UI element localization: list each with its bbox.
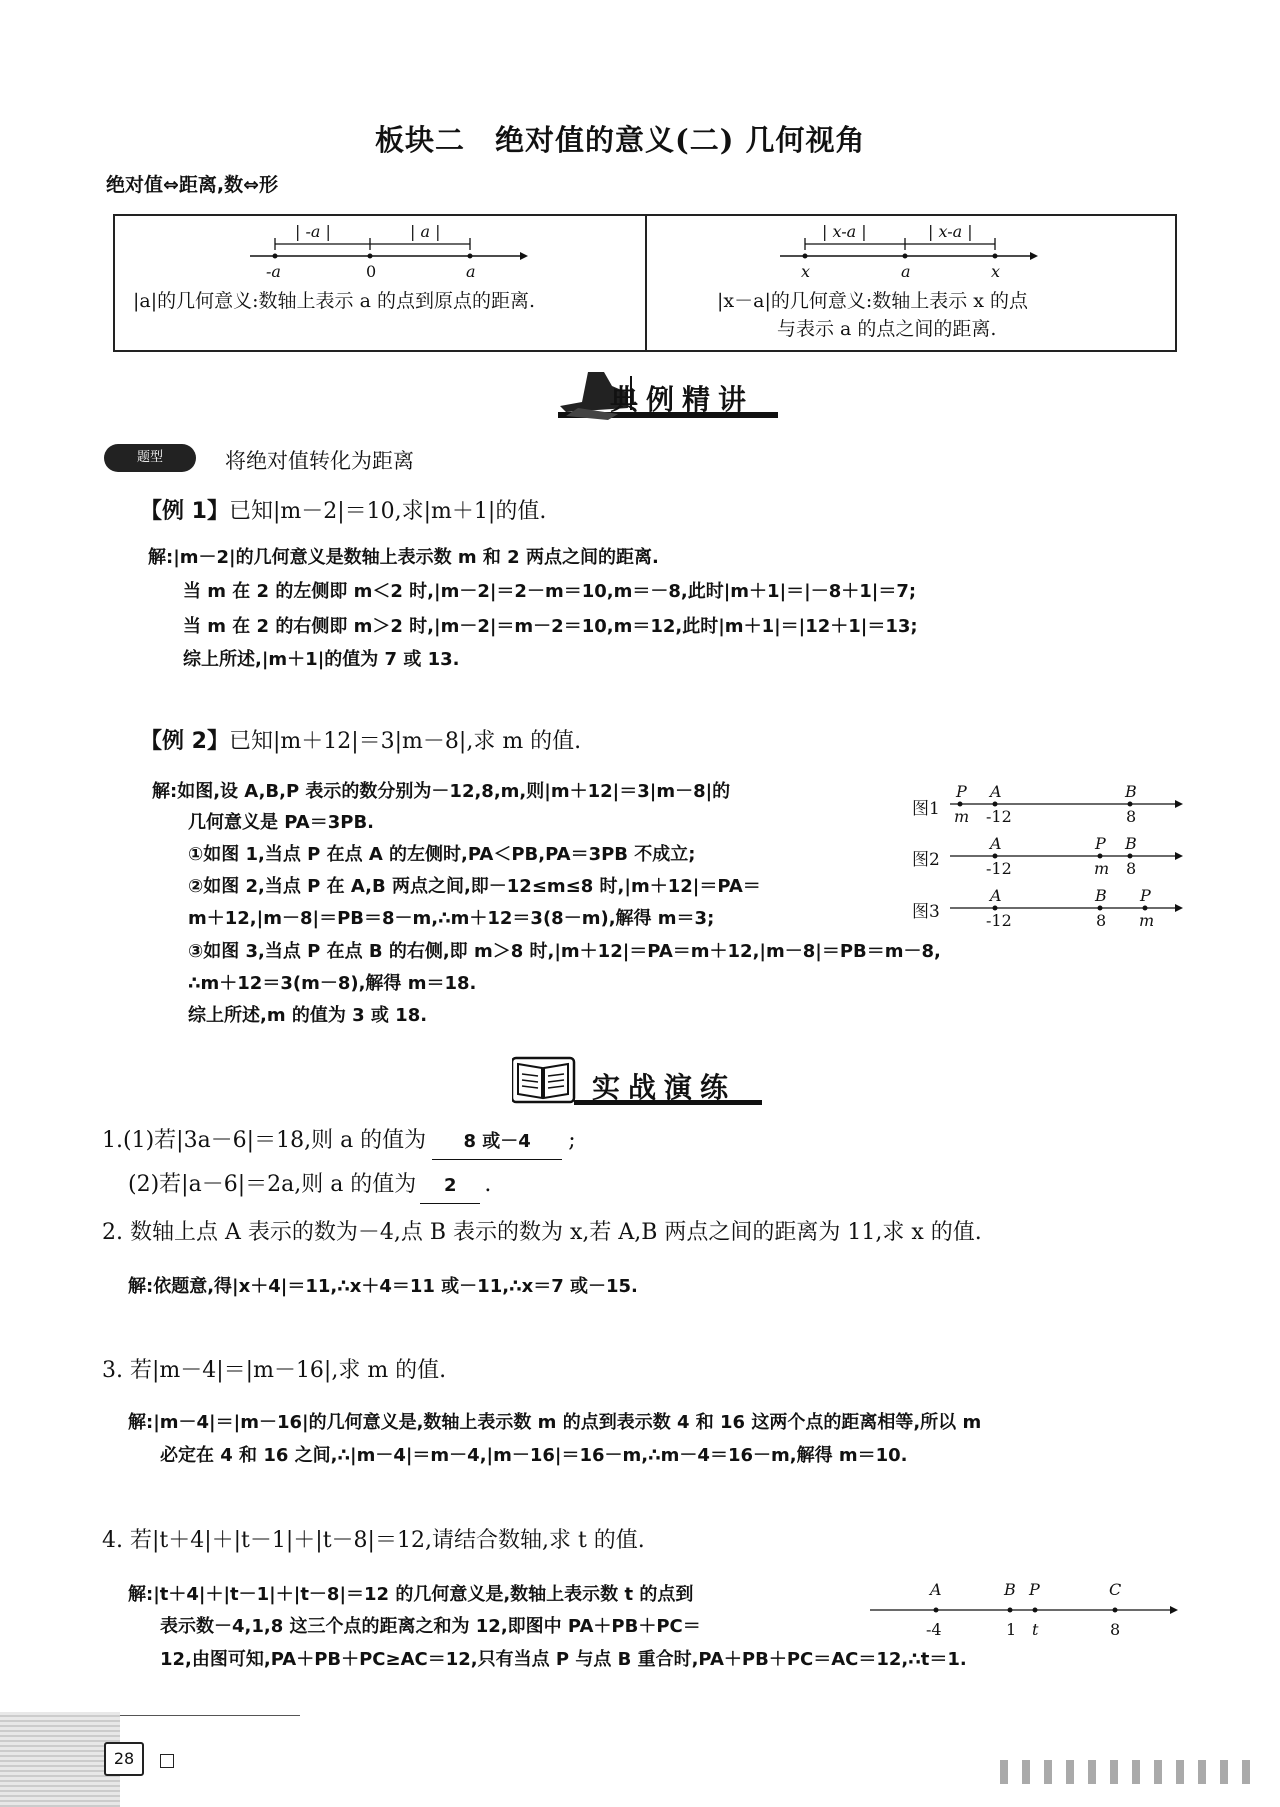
topic-tag: 题型 (104, 444, 196, 472)
problem4-pt-A: A (930, 1580, 942, 1599)
problem1-part2-suffix: . (484, 1172, 492, 1197)
page-number: 28 (113, 1749, 135, 1768)
intro-tick-x2: x (991, 262, 1001, 281)
section-banner-1-text: 典例精讲 (610, 383, 755, 416)
fig1-pt1: P (956, 782, 967, 801)
intro-divider (645, 216, 647, 350)
example2-solution-line8: 综上所述,m 的值为 3 或 18. (188, 1005, 428, 1026)
problem4-val-B: 1 (1006, 1620, 1017, 1639)
problem1-line1 (102, 1124, 576, 1160)
topic-title: 将绝对值转化为距离 (225, 449, 414, 473)
example2-solution-line7: ∴m＋12＝3(m－8),解得 m＝18. (188, 973, 477, 994)
intro-left-caption: |a|的几何意义:数轴上表示 a 的点到原点的距离. (133, 290, 535, 312)
fig2-name: 图2 (912, 850, 940, 870)
problem4-val-A: -4 (926, 1620, 942, 1639)
fig3-pt2: B (1095, 886, 1107, 905)
footer-decoration (0, 1712, 120, 1807)
example1-solution-line4: 综上所述,|m＋1|的值为 7 或 13. (183, 649, 460, 670)
footer-square-icon (160, 1754, 174, 1768)
example2-solution-line5: m＋12,|m－8|＝PB＝8－m,∴m＋12＝3(8－m),解得 m＝3; (188, 908, 715, 929)
problem4-pt-B: B (1004, 1580, 1016, 1599)
intro-label-x-minus-a-right: | x-a | (928, 222, 973, 241)
problem4-solution-line1: 解:|t＋4|＋|t－1|＋|t－8|＝12 的几何意义是,数轴上表示数 t 的点到 (128, 1584, 694, 1605)
problem4-val-P: t (1032, 1620, 1039, 1639)
intro-tick-zero: 0 (366, 262, 377, 281)
problem1-line2 (128, 1168, 491, 1204)
example2-solution-line1: 解:如图,设 A,B,P 表示的数分别为－12,8,m,则|m＋12|＝3|m－8|的 (152, 781, 731, 802)
intro-label-x-minus-a-left: | x-a | (822, 222, 867, 241)
problem2-question: 2. 数轴上点 A 表示的数为－4,点 B 表示的数为 x,若 A,B 两点之间的距离为 11,求 x 的值. (102, 1220, 982, 1245)
problem4-numberline (870, 1594, 1180, 1624)
footer-rule (120, 1715, 300, 1716)
fig2-v2: m (1094, 859, 1110, 878)
intro-tick-pos-a: a (466, 262, 476, 281)
fig3-pt3: P (1140, 886, 1151, 905)
problem4-solution-line2: 表示数－4,1,8 这三个点的距离之和为 12,即图中 PA＋PB＋PC＝ (160, 1616, 701, 1637)
fig1-v3: 8 (1126, 807, 1137, 826)
problem1-answer2-blank: 2 (420, 1169, 480, 1204)
example2-figures (910, 780, 1185, 930)
problem1-part1-suffix: ; (568, 1128, 576, 1153)
fig2-v3: 8 (1126, 859, 1137, 878)
example1-label: 【例 1】 (140, 499, 229, 524)
problem4-question: 4. 若|t＋4|＋|t－1|＋|t－8|＝12,请结合数轴,求 t 的值. (102, 1528, 645, 1553)
footer-barcode-decoration (1000, 1760, 1260, 1784)
problem4-pt-P: P (1029, 1580, 1040, 1599)
fig1-pt2: A (990, 782, 1002, 801)
problem1-part2-text: (2)若|a－6|＝2a,则 a 的值为 (128, 1172, 417, 1197)
fig1-v1: m (954, 807, 970, 826)
fig1-name: 图1 (912, 799, 940, 819)
intro-left-numberline (240, 222, 530, 284)
example1-solution-line3: 当 m 在 2 的右侧即 m＞2 时,|m－2|＝m－2＝10,m＝12,此时|m＋1|＝|12＋1|＝13; (183, 616, 918, 637)
section-banner-2-text: 实战演练 (592, 1071, 737, 1104)
problem1-part1-text: 1.(1)若|3a－6|＝18,则 a 的值为 (102, 1128, 427, 1153)
fig1-v2: -12 (986, 807, 1012, 826)
problem3-question: 3. 若|m－4|＝|m－16|,求 m 的值. (102, 1358, 447, 1383)
example2-solution-line6: ③如图 3,当点 P 在点 B 的右侧,即 m＞8 时,|m＋12|＝PA＝m＋12,|m－8|＝PB＝m－8, (188, 941, 941, 962)
fig2-pt1: A (990, 834, 1002, 853)
intro-tick-a: a (901, 262, 911, 281)
fig2-pt2: P (1095, 834, 1106, 853)
fig3-v3: m (1139, 911, 1155, 930)
example2-question-text: 已知|m＋12|＝3|m－8|,求 m 的值. (228, 729, 582, 754)
intro-right-caption-1: |x－a|的几何意义:数轴上表示 x 的点 (717, 290, 1029, 312)
problem3-solution-line2: 必定在 4 和 16 之间,∴|m－4|＝m－4,|m－16|＝16－m,∴m－4＝16－m,解得 m＝10. (160, 1445, 908, 1466)
problem3-solution-line1: 解:|m－4|＝|m－16|的几何意义是,数轴上表示数 m 的点到表示数 4 和 16 这两个点的距离相等,所以 m (128, 1412, 982, 1433)
fig3-v1: -12 (986, 911, 1012, 930)
example2-solution-line3: ①如图 1,当点 P 在点 A 的左侧时,PA＜PB,PA＝3PB 不成立; (188, 844, 696, 865)
fig1-pt3: B (1125, 782, 1137, 801)
fig2-v1: -12 (986, 859, 1012, 878)
example2-label: 【例 2】 (140, 729, 229, 754)
example1-solution-line2: 当 m 在 2 的左侧即 m＜2 时,|m－2|＝2－m＝10,m＝－8,此时|m＋1|＝|－8＋1|＝7; (183, 581, 917, 602)
intro-label-pos-a: | a | (410, 222, 441, 241)
problem4-solution-line3: 12,由图可知,PA＋PB＋PC≥AC＝12,只有当点 P 与点 B 重合时,PA＋PB＋PC＝AC＝12,∴t＝1. (160, 1649, 967, 1670)
fig3-name: 图3 (912, 902, 940, 922)
example2-solution-line2: 几何意义是 PA＝3PB. (188, 812, 375, 833)
example1-question-text: 已知|m－2|＝10,求|m＋1|的值. (228, 499, 547, 524)
example1-question (140, 494, 546, 525)
page-number-box (104, 1742, 144, 1776)
example2-solution-line4: ②如图 2,当点 P 在 A,B 两点之间,即－12≤m≤8 时,|m＋12|＝PA＝ (188, 876, 761, 897)
fig2-pt3: B (1125, 834, 1137, 853)
problem4-pt-C: C (1109, 1580, 1122, 1599)
page-title: 板块二 绝对值的意义(二) 几何视角 (375, 123, 866, 157)
section-subtitle: 绝对值⇔距离,数⇔形 (106, 174, 279, 196)
intro-tick-x1: x (801, 262, 811, 281)
example2-question (140, 724, 581, 755)
intro-tick-neg-a: -a (266, 262, 281, 281)
intro-label-neg-a: | -a | (295, 222, 331, 241)
problem4-val-C: 8 (1110, 1620, 1121, 1639)
intro-right-caption-2: 与表示 a 的点之间的距离. (777, 318, 997, 340)
fig3-v2: 8 (1096, 911, 1107, 930)
problem2-solution: 解:依题意,得|x＋4|＝11,∴x＋4＝11 或－11,∴x＝7 或－15. (128, 1276, 638, 1297)
example1-solution-line1: 解:|m－2|的几何意义是数轴上表示数 m 和 2 两点之间的距离. (148, 547, 659, 568)
fig3-pt1: A (990, 886, 1002, 905)
problem1-answer1-blank: 8 或－4 (432, 1125, 562, 1160)
